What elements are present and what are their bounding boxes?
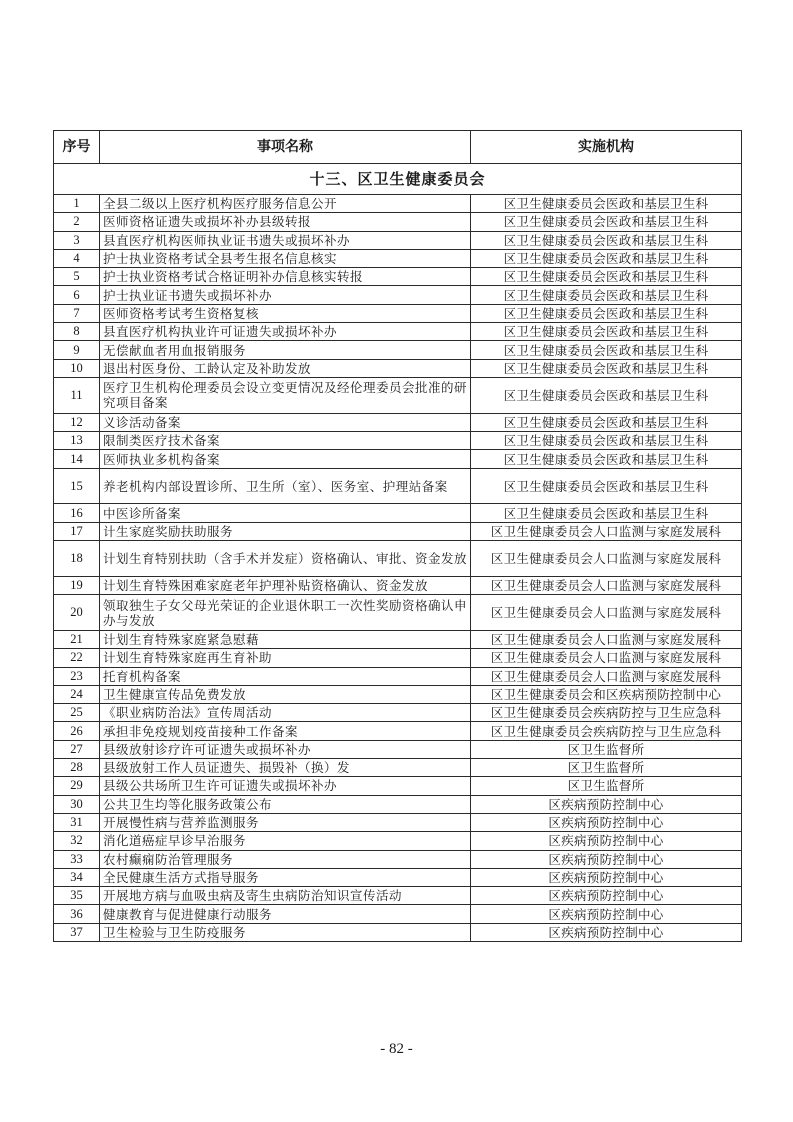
table-row — [54, 923, 742, 941]
row-number: 10 — [54, 359, 100, 377]
implementing-agency: 区卫生健康委员会人口监测与家庭发展科 — [471, 630, 742, 648]
row-number: 12 — [54, 413, 100, 431]
implementing-agency: 区卫生监督所 — [471, 777, 742, 795]
row-number: 27 — [54, 740, 100, 758]
item-name: 计划生育特别扶助（含手术并发症）资格确认、审批、资金发放 — [100, 541, 471, 577]
table-row — [54, 887, 742, 905]
item-name: 计划生育特殊家庭再生育补助 — [100, 649, 471, 667]
section-row — [54, 164, 742, 195]
table-row — [54, 850, 742, 868]
row-number: 8 — [54, 323, 100, 341]
table-row — [54, 268, 742, 286]
row-number: 23 — [54, 667, 100, 685]
table-row — [54, 504, 742, 522]
table-row — [54, 905, 742, 923]
row-number: 2 — [54, 213, 100, 231]
item-name: 消化道癌症早诊早治服务 — [100, 832, 471, 850]
implementing-agency: 区卫生健康委员会医政和基层卫生科 — [471, 213, 742, 231]
item-name: 县级放射诊疗许可证遗失或损坏补办 — [100, 740, 471, 758]
table-row — [54, 468, 742, 504]
item-name: 医师资格证遗失或损坏补办县级转报 — [100, 213, 471, 231]
implementing-agency: 区卫生健康委员会人口监测与家庭发展科 — [471, 595, 742, 631]
implementing-agency: 区卫生健康委员会医政和基层卫生科 — [471, 304, 742, 322]
item-name: 托育机构备案 — [100, 667, 471, 685]
table-row — [54, 249, 742, 267]
row-number: 5 — [54, 268, 100, 286]
item-name: 《职业病防治法》宣传周活动 — [100, 704, 471, 722]
row-number: 29 — [54, 777, 100, 795]
table-row — [54, 213, 742, 231]
table-row — [54, 576, 742, 594]
row-number: 28 — [54, 759, 100, 777]
implementing-agency: 区卫生健康委员会医政和基层卫生科 — [471, 413, 742, 431]
row-number: 15 — [54, 468, 100, 504]
implementing-agency: 区卫生健康委员会医政和基层卫生科 — [471, 359, 742, 377]
table-row — [54, 759, 742, 777]
table-row — [54, 323, 742, 341]
section-title: 十三、区卫生健康委员会 — [54, 164, 742, 195]
row-number: 9 — [54, 341, 100, 359]
row-number: 31 — [54, 813, 100, 831]
item-name: 退出村医身份、工龄认定及补助发放 — [100, 359, 471, 377]
table-row — [54, 832, 742, 850]
row-number: 18 — [54, 541, 100, 577]
row-number: 20 — [54, 595, 100, 631]
header-name: 事项名称 — [100, 131, 471, 164]
table-row — [54, 722, 742, 740]
row-number: 7 — [54, 304, 100, 322]
row-number: 32 — [54, 832, 100, 850]
implementing-agency: 区卫生健康委员会疾病防控与卫生应急科 — [471, 704, 742, 722]
implementing-agency: 区卫生健康委员会医政和基层卫生科 — [471, 195, 742, 213]
implementing-agency: 区卫生健康委员会医政和基层卫生科 — [471, 231, 742, 249]
item-name: 健康教育与促进健康行动服务 — [100, 905, 471, 923]
row-number: 11 — [54, 377, 100, 413]
table-row — [54, 359, 742, 377]
implementing-agency: 区卫生健康委员会人口监测与家庭发展科 — [471, 522, 742, 540]
item-name: 护士执业证书遗失或损坏补办 — [100, 286, 471, 304]
item-name: 计划生育特殊困难家庭老年护理补贴资格确认、资金发放 — [100, 576, 471, 594]
implementing-agency: 区疾病预防控制中心 — [471, 813, 742, 831]
implementing-agency: 区卫生监督所 — [471, 759, 742, 777]
row-number: 25 — [54, 704, 100, 722]
table-row — [54, 450, 742, 468]
implementing-agency: 区疾病预防控制中心 — [471, 905, 742, 923]
item-name: 县直医疗机构执业许可证遗失或损坏补办 — [100, 323, 471, 341]
item-name: 计生家庭奖励扶助服务 — [100, 522, 471, 540]
implementing-agency: 区疾病预防控制中心 — [471, 795, 742, 813]
implementing-agency: 区卫生健康委员会疾病防控与卫生应急科 — [471, 722, 742, 740]
implementing-agency: 区卫生健康委员会医政和基层卫生科 — [471, 323, 742, 341]
table-row — [54, 522, 742, 540]
implementing-agency: 区疾病预防控制中心 — [471, 868, 742, 886]
row-number: 3 — [54, 231, 100, 249]
implementing-agency: 区疾病预防控制中心 — [471, 850, 742, 868]
implementing-agency: 区卫生健康委员会人口监测与家庭发展科 — [471, 649, 742, 667]
item-name: 县级放射工作人员证遗失、损毁补（换）发 — [100, 759, 471, 777]
row-number: 21 — [54, 630, 100, 648]
item-name: 卫生检验与卫生防疫服务 — [100, 923, 471, 941]
implementing-agency: 区卫生健康委员会医政和基层卫生科 — [471, 341, 742, 359]
table-row — [54, 304, 742, 322]
item-name: 医师资格考试考生资格复核 — [100, 304, 471, 322]
table-row — [54, 704, 742, 722]
item-name: 医疗卫生机构伦理委员会设立变更情况及经伦理委员会批准的研究项目备案 — [100, 377, 471, 413]
table-row — [54, 649, 742, 667]
table-row — [54, 685, 742, 703]
item-name: 承担非免疫规划疫苗接种工作备案 — [100, 722, 471, 740]
page-number: - 82 - — [380, 1041, 413, 1057]
row-number: 37 — [54, 923, 100, 941]
row-number: 33 — [54, 850, 100, 868]
item-name: 义诊活动备案 — [100, 413, 471, 431]
item-name: 农村癫痫防治管理服务 — [100, 850, 471, 868]
row-number: 13 — [54, 432, 100, 450]
implementing-agency: 区卫生健康委员会人口监测与家庭发展科 — [471, 667, 742, 685]
row-number: 16 — [54, 504, 100, 522]
implementing-agency: 区卫生健康委员会医政和基层卫生科 — [471, 504, 742, 522]
table-row — [54, 868, 742, 886]
table-row — [54, 813, 742, 831]
row-number: 19 — [54, 576, 100, 594]
row-number: 35 — [54, 887, 100, 905]
implementing-agency: 区卫生健康委员会医政和基层卫生科 — [471, 450, 742, 468]
table-row — [54, 777, 742, 795]
items-table — [53, 130, 742, 942]
table-row — [54, 667, 742, 685]
item-name: 计划生育特殊家庭紧急慰藉 — [100, 630, 471, 648]
item-name: 全民健康生活方式指导服务 — [100, 868, 471, 886]
row-number: 4 — [54, 249, 100, 267]
table-row — [54, 195, 742, 213]
table-row — [54, 740, 742, 758]
item-name: 养老机构内部设置诊所、卫生所（室）、医务室、护理站备案 — [100, 468, 471, 504]
implementing-agency: 区卫生健康委员会医政和基层卫生科 — [471, 468, 742, 504]
item-name: 公共卫生均等化服务政策公布 — [100, 795, 471, 813]
table-row — [54, 286, 742, 304]
table-row — [54, 630, 742, 648]
implementing-agency: 区疾病预防控制中心 — [471, 887, 742, 905]
row-number: 6 — [54, 286, 100, 304]
row-number: 22 — [54, 649, 100, 667]
row-number: 17 — [54, 522, 100, 540]
row-number: 30 — [54, 795, 100, 813]
table-header-row — [54, 131, 742, 164]
table-row — [54, 595, 742, 631]
item-name: 开展地方病与血吸虫病及寄生虫病防治知识宣传活动 — [100, 887, 471, 905]
item-name: 医师执业多机构备案 — [100, 450, 471, 468]
implementing-agency: 区疾病预防控制中心 — [471, 832, 742, 850]
table-body — [54, 164, 742, 942]
implementing-agency: 区卫生健康委员会人口监测与家庭发展科 — [471, 541, 742, 577]
implementing-agency: 区卫生健康委员会医政和基层卫生科 — [471, 286, 742, 304]
item-name: 护士执业资格考试合格证明补办信息核实转报 — [100, 268, 471, 286]
row-number: 24 — [54, 685, 100, 703]
implementing-agency: 区卫生健康委员会人口监测与家庭发展科 — [471, 576, 742, 594]
item-name: 全县二级以上医疗机构医疗服务信息公开 — [100, 195, 471, 213]
table-row — [54, 795, 742, 813]
implementing-agency: 区卫生健康委员会医政和基层卫生科 — [471, 432, 742, 450]
row-number: 36 — [54, 905, 100, 923]
row-number: 26 — [54, 722, 100, 740]
item-name: 开展慢性病与营养监测服务 — [100, 813, 471, 831]
item-name: 无偿献血者用血报销服务 — [100, 341, 471, 359]
item-name: 县级公共场所卫生许可证遗失或损坏补办 — [100, 777, 471, 795]
table-row — [54, 341, 742, 359]
item-name: 中医诊所备案 — [100, 504, 471, 522]
row-number: 1 — [54, 195, 100, 213]
implementing-agency: 区卫生健康委员会医政和基层卫生科 — [471, 268, 742, 286]
implementing-agency: 区卫生健康委员会和区疾病预防控制中心 — [471, 685, 742, 703]
header-no: 序号 — [54, 131, 100, 164]
item-name: 卫生健康宣传品免费发放 — [100, 685, 471, 703]
header-org: 实施机构 — [471, 131, 742, 164]
table-row — [54, 231, 742, 249]
table-row — [54, 413, 742, 431]
item-name: 限制类医疗技术备案 — [100, 432, 471, 450]
implementing-agency: 区疾病预防控制中心 — [471, 923, 742, 941]
row-number: 14 — [54, 450, 100, 468]
table-row — [54, 432, 742, 450]
item-name: 县直医疗机构医师执业证书遗失或损坏补办 — [100, 231, 471, 249]
implementing-agency: 区卫生健康委员会医政和基层卫生科 — [471, 377, 742, 413]
item-name: 护士执业资格考试全县考生报名信息核实 — [100, 249, 471, 267]
table-row — [54, 377, 742, 413]
row-number: 34 — [54, 868, 100, 886]
implementing-agency: 区卫生监督所 — [471, 740, 742, 758]
item-name: 领取独生子女父母光荣证的企业退休职工一次性奖励资格确认申办与发放 — [100, 595, 471, 631]
table-row — [54, 541, 742, 577]
implementing-agency: 区卫生健康委员会医政和基层卫生科 — [471, 249, 742, 267]
